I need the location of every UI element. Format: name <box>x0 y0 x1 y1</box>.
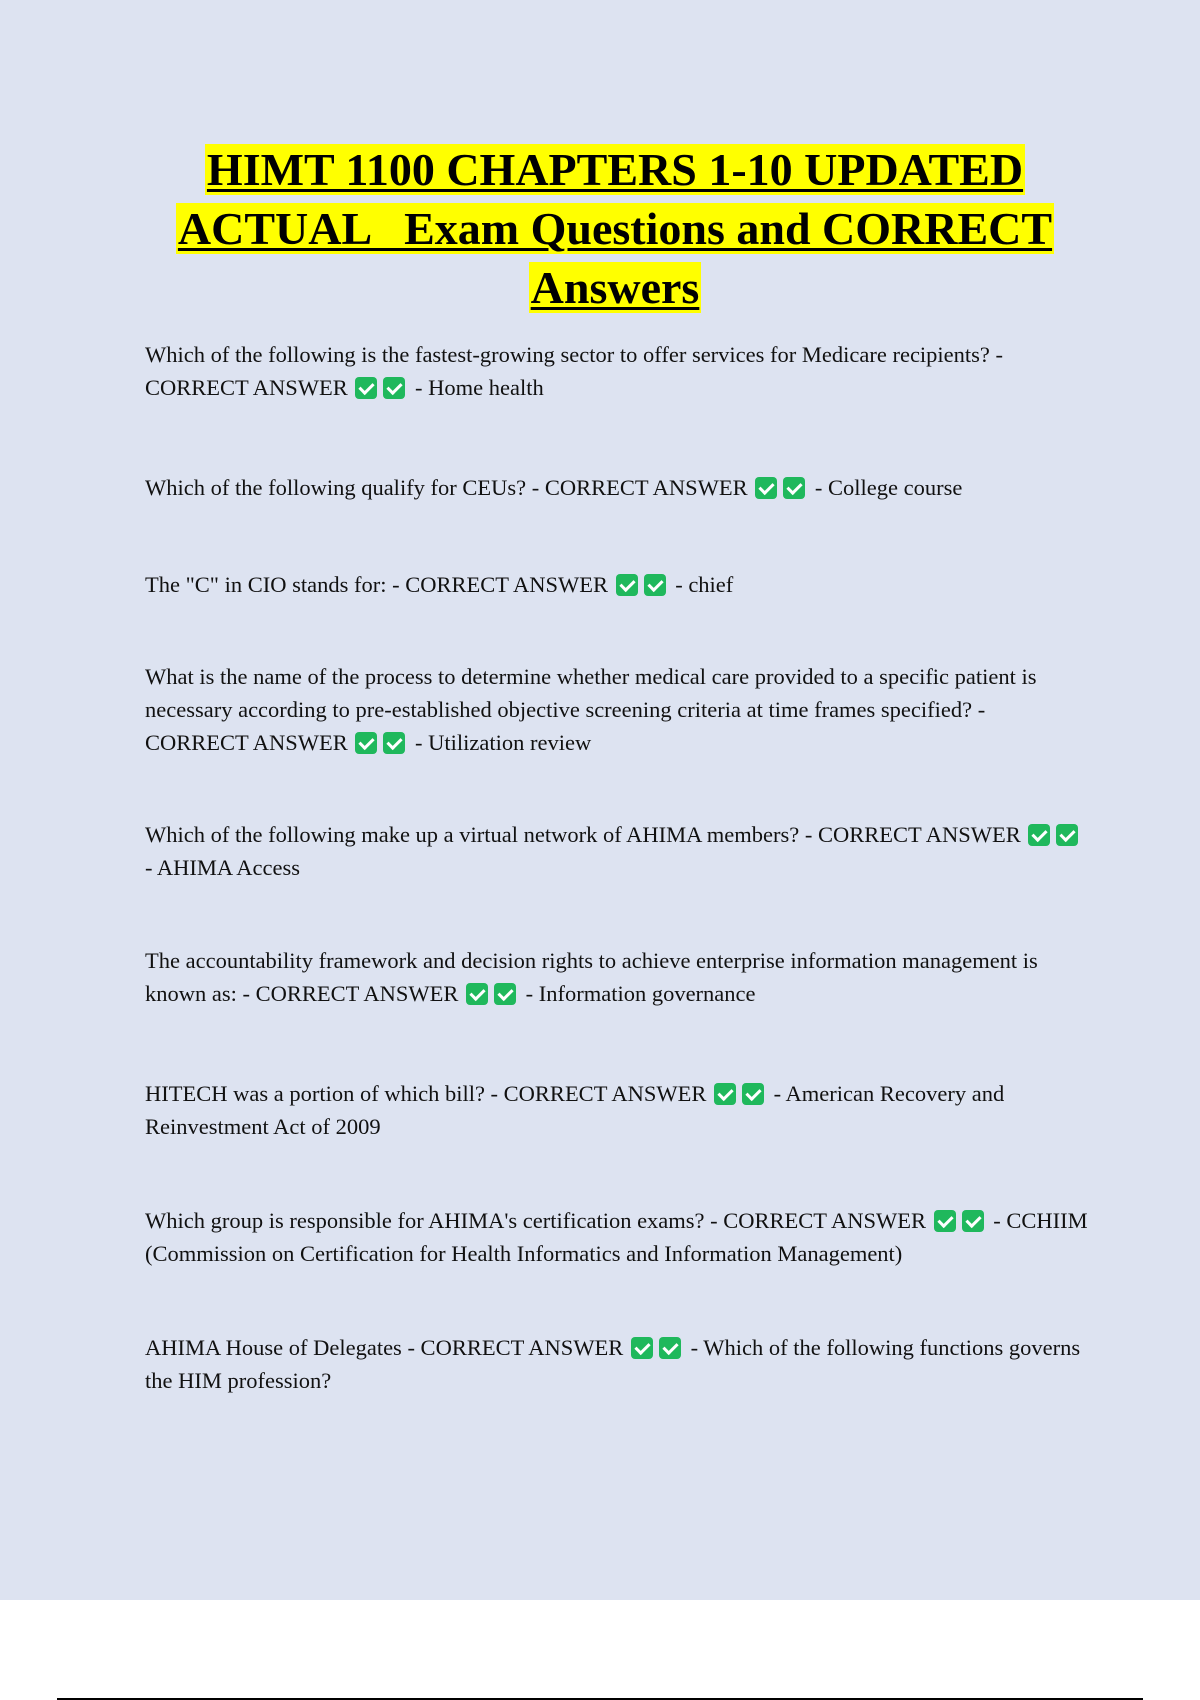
qa-item <box>145 1331 1090 1397</box>
question-text: Which of the following qualify for CEUs? - CORRECT ANSWER <box>145 475 748 500</box>
answer-text: - AHIMA Access <box>145 855 300 880</box>
answer-text: - Home health <box>415 375 544 400</box>
checkmark-icon <box>355 732 377 754</box>
question-text: HITECH was a portion of which bill? - CORRECT ANSWER <box>145 1081 707 1106</box>
qa-item <box>145 471 1090 504</box>
answer-text: - Utilization review <box>415 730 592 755</box>
answer-text: - CCHIIM (Commission on Certification for Health Informatics and Information Management) <box>145 1208 1088 1266</box>
checkmark-icon <box>962 1210 984 1232</box>
qa-item <box>145 944 1090 1010</box>
checkmark-icon <box>659 1337 681 1359</box>
checkmark-icon <box>755 477 777 499</box>
checkmark-icon <box>1028 824 1050 846</box>
checkmark-icon <box>383 732 405 754</box>
checkmark-icon <box>1056 824 1078 846</box>
checkmark-icon <box>714 1083 736 1105</box>
answer-text: - Which of the following functions governs the HIM profession? <box>145 1335 1081 1393</box>
checkmark-icon <box>355 377 377 399</box>
checkmark-icon <box>616 574 638 596</box>
checkmark-icon <box>631 1337 653 1359</box>
answer-text: - chief <box>675 572 734 597</box>
question-text: The accountability framework and decision rights to achieve enterprise information management is known as: - CORRECT ANSWER <box>145 948 1038 1006</box>
checkmark-icon <box>383 377 405 399</box>
answer-text: - College course <box>814 475 963 500</box>
question-text: What is the name of the process to determine whether medical care provided to a specific patient is necessary according to pre-established objective screening criteria at time frames specified? - CORRECT ANSWER <box>145 664 1037 755</box>
checkmark-icon <box>783 477 805 499</box>
question-text: Which of the following is the fastest-growing sector to offer services for Medicare recipients? - CORRECT ANSWER <box>145 342 1004 400</box>
checkmark-icon <box>742 1083 764 1105</box>
title-line: HIMT 1100 CHAPTERS 1-10 UPDATED <box>206 144 1024 195</box>
qa-item <box>145 568 1090 601</box>
question-text: Which group is responsible for AHIMA's certification exams? - CORRECT ANSWER <box>145 1208 927 1233</box>
answer-text: - Information governance <box>525 981 756 1006</box>
qa-item <box>145 818 1090 884</box>
title-line: ACTUAL Exam Questions and CORRECT <box>177 203 1053 254</box>
answer-text: - American Recovery and Reinvestment Act of 2009 <box>145 1081 1005 1139</box>
checkmark-icon <box>934 1210 956 1232</box>
checkmark-icon <box>466 983 488 1005</box>
question-text: The "C" in CIO stands for: - CORRECT ANSWER <box>145 572 608 597</box>
document-title <box>110 140 1120 317</box>
question-text: AHIMA House of Delegates - CORRECT ANSWER <box>145 1335 624 1360</box>
qa-item <box>145 1077 1090 1143</box>
qa-item <box>145 1204 1090 1270</box>
qa-item <box>145 338 1090 404</box>
checkmark-icon <box>644 574 666 596</box>
checkmark-icon <box>494 983 516 1005</box>
question-text: Which of the following make up a virtual network of AHIMA members? - CORRECT ANSWER <box>145 822 1021 847</box>
title-line: Answers <box>530 262 700 313</box>
qa-item <box>145 660 1090 759</box>
